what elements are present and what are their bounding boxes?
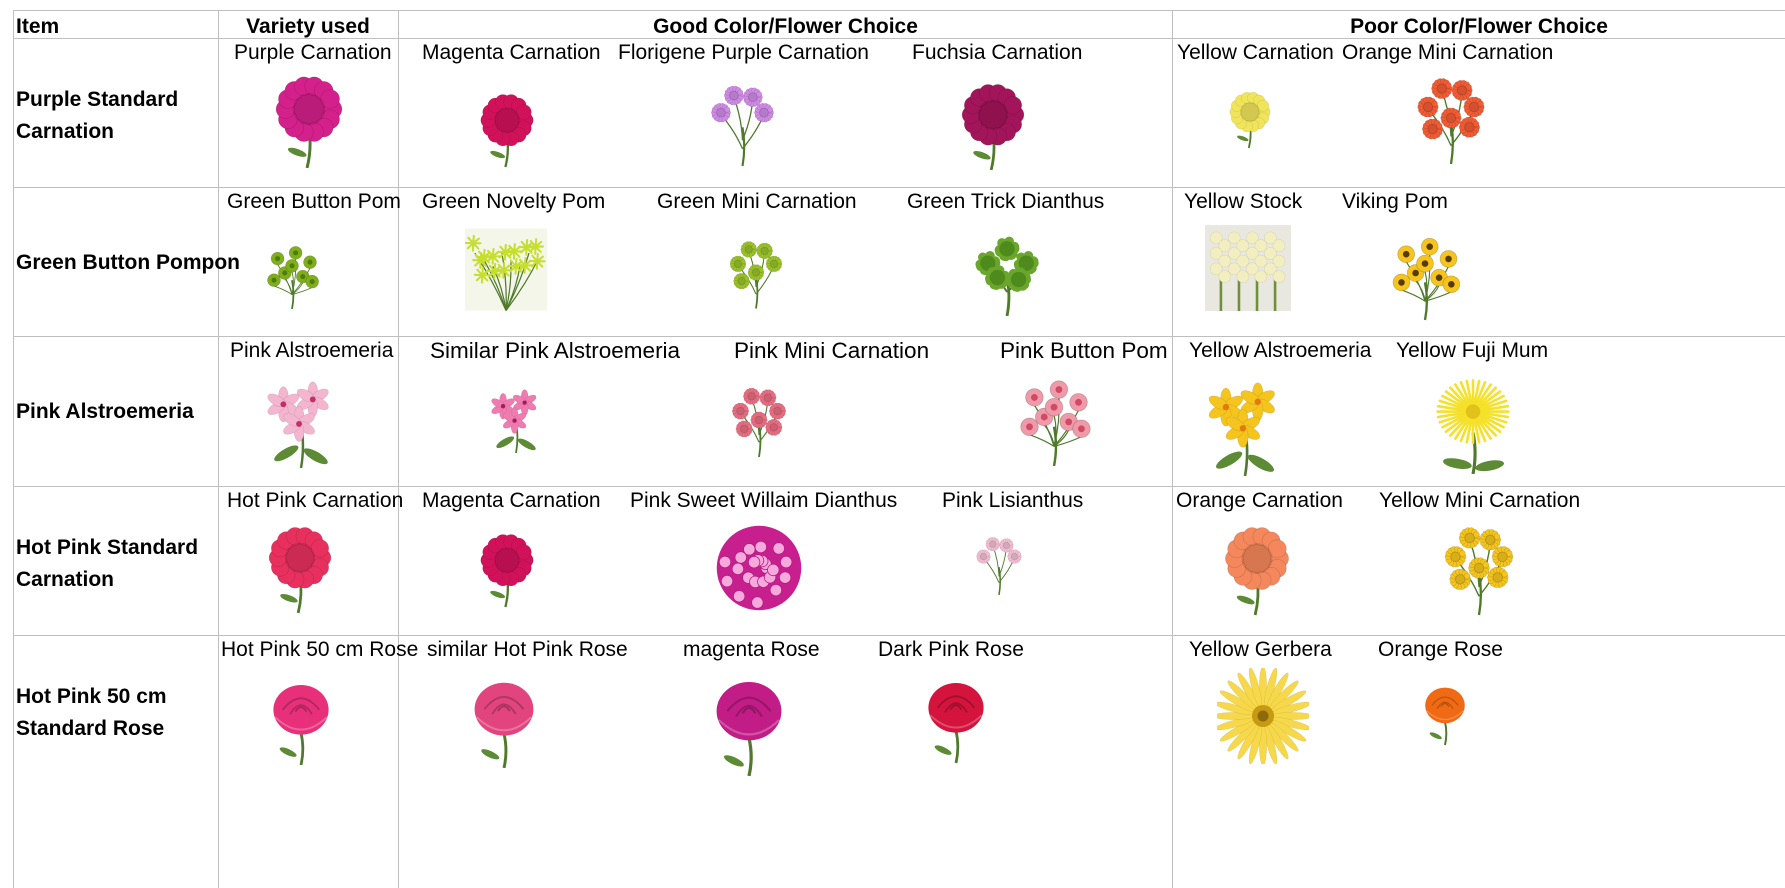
good-choice-caption: Green Mini Carnation	[657, 190, 857, 213]
flower-image	[1378, 225, 1472, 321]
flower-image	[260, 70, 358, 168]
row-item-label	[16, 532, 198, 596]
row-item-label	[16, 84, 178, 148]
flower-image	[968, 518, 1030, 610]
flower-image	[480, 368, 552, 466]
header-poor-choice: Poor Color/Flower Choice	[1350, 15, 1608, 38]
poor-choice-caption: Yellow Carnation	[1177, 41, 1334, 64]
flower-image	[998, 368, 1110, 466]
flower-image	[465, 222, 547, 317]
flower-image	[722, 372, 796, 468]
column-divider	[218, 10, 219, 888]
item-label-line: Carnation	[16, 568, 115, 591]
item-label-line: Hot Pink 50 cm	[16, 685, 167, 708]
flower-image	[1205, 220, 1291, 316]
variety-caption: Purple Carnation	[234, 41, 392, 64]
row-item-label	[16, 681, 167, 745]
flower-image	[690, 668, 808, 776]
flower-image	[468, 85, 546, 171]
flower-image	[1210, 520, 1304, 616]
flower-image	[1412, 668, 1478, 756]
flower-image	[1220, 75, 1280, 161]
flower-image	[947, 78, 1039, 170]
column-divider	[13, 10, 14, 888]
flower-image	[254, 518, 346, 616]
flower-image	[1432, 520, 1526, 616]
variety-caption: Hot Pink 50 cm Rose	[221, 638, 419, 661]
flower-image	[1190, 370, 1300, 476]
good-choice-caption: Green Trick Dianthus	[907, 190, 1105, 213]
flower-image	[958, 220, 1056, 316]
flower-image	[255, 670, 347, 768]
item-label-line: Standard Rose	[16, 717, 165, 740]
flower-image	[455, 670, 553, 768]
poor-choice-caption: Yellow Mini Carnation	[1379, 489, 1581, 512]
header-item: Item	[16, 15, 60, 38]
flower-image	[720, 225, 792, 320]
good-choice-caption: Pink Button Pom	[1000, 338, 1168, 363]
flower-image	[256, 225, 328, 321]
row-divider	[13, 635, 1785, 636]
header-good-choice: Good Color/Flower Choice	[653, 15, 918, 38]
item-label-line: Green Button Pompon	[16, 251, 240, 274]
good-choice-caption: Pink Sweet Willaim Dianthus	[630, 489, 898, 512]
row-divider	[13, 10, 1785, 11]
poor-choice-caption: Yellow Alstroemeria	[1189, 339, 1372, 362]
column-divider	[398, 10, 399, 888]
item-label-line: Hot Pink Standard	[16, 536, 199, 559]
poor-choice-caption: Orange Mini Carnation	[1342, 41, 1554, 64]
flower-image	[1420, 370, 1526, 474]
flower-image	[695, 80, 790, 166]
good-choice-caption: Dark Pink Rose	[878, 638, 1024, 661]
item-label-line: Pink Alstroemeria	[16, 400, 194, 423]
poor-choice-caption: Yellow Stock	[1184, 190, 1303, 213]
poor-choice-caption: Yellow Gerbera	[1189, 638, 1332, 661]
good-choice-caption: similar Hot Pink Rose	[427, 638, 628, 661]
column-divider	[1172, 10, 1173, 888]
flower-image	[910, 668, 1002, 766]
variety-caption: Hot Pink Carnation	[227, 489, 404, 512]
flower-image	[1217, 668, 1309, 764]
row-item-label	[16, 247, 240, 279]
good-choice-caption: Magenta Carnation	[422, 489, 601, 512]
row-divider	[13, 187, 1785, 188]
row-item-label	[16, 396, 194, 428]
flower-image	[1405, 72, 1497, 164]
flower-image	[468, 525, 546, 611]
flower-image	[705, 520, 813, 616]
poor-choice-caption: Yellow Fuji Mum	[1396, 339, 1549, 362]
item-label-line: Carnation	[16, 120, 115, 143]
good-choice-caption: magenta Rose	[683, 638, 820, 661]
variety-caption: Pink Alstroemeria	[230, 339, 394, 362]
good-choice-caption: Fuchsia Carnation	[912, 41, 1083, 64]
row-divider	[13, 336, 1785, 337]
poor-choice-caption: Viking Pom	[1342, 190, 1448, 213]
poor-choice-caption: Orange Carnation	[1176, 489, 1343, 512]
good-choice-caption: Pink Mini Carnation	[734, 338, 930, 363]
flower-image	[250, 370, 352, 468]
variety-caption: Green Button Pom	[227, 190, 401, 213]
good-choice-caption: Green Novelty Pom	[422, 190, 606, 213]
good-choice-caption: Florigene Purple Carnation	[618, 41, 869, 64]
header-variety: Variety used	[246, 15, 370, 38]
good-choice-caption: Magenta Carnation	[422, 41, 601, 64]
item-label-line: Purple Standard	[16, 88, 179, 111]
good-choice-caption: Pink Lisianthus	[942, 489, 1084, 512]
row-divider	[13, 486, 1785, 487]
poor-choice-caption: Orange Rose	[1378, 638, 1503, 661]
good-choice-caption: Similar Pink Alstroemeria	[430, 338, 681, 363]
